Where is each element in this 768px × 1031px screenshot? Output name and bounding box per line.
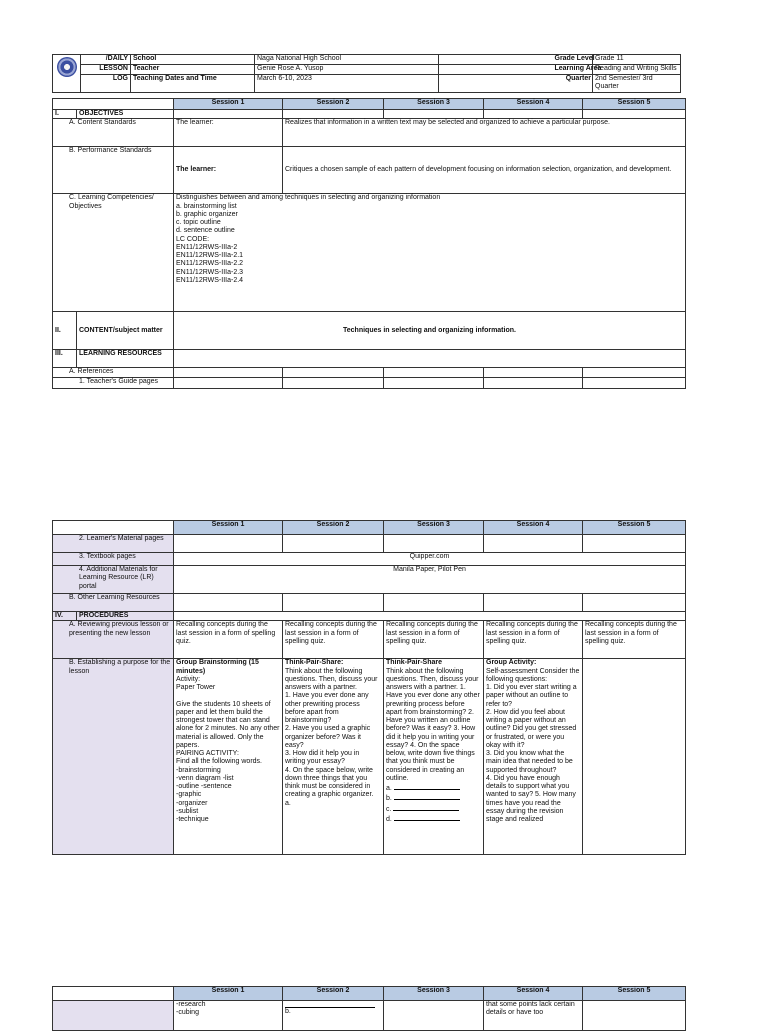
session-1-header: Session 1 xyxy=(174,99,283,110)
p3-session-2 xyxy=(283,1001,384,1031)
other-resources-label: B. Other Learning Resources xyxy=(53,594,174,612)
session-4-header: Session 4 xyxy=(484,99,583,110)
purpose-s3-body: Think about the following questions. Then, discuss your answers with a partner. 1. Have you ever done any other prewriting process before apart from brainstorming? 2. Have you written an outline before? Was it easy? 3. How did it help you in writing your essay? 4. On the space below, write down five things that you think must be considered in creating an outline. xyxy=(386,667,480,782)
content-standards-learner: The learner: xyxy=(174,119,283,147)
objectives-heading: OBJECTIVES xyxy=(77,110,174,119)
dates-value: March 6-10, 2023 xyxy=(255,75,439,93)
purpose-session-1 xyxy=(174,659,283,855)
purpose-s3-b: b. xyxy=(386,795,392,803)
purpose-session-3 xyxy=(384,659,484,855)
grade-label: Grade Level xyxy=(553,55,593,65)
p3-session-2-b: b. xyxy=(285,1008,291,1015)
session-2-header: Session 2 xyxy=(283,99,384,110)
p2-session-2-header: Session 2 xyxy=(283,521,384,535)
quarter-label: Quarter xyxy=(553,75,593,93)
learners-material-label: 2. Learner's Material pages xyxy=(53,535,174,553)
p3-session-4-header: Session 4 xyxy=(484,987,583,1001)
teacher-label: Teacher xyxy=(131,65,255,75)
p3-session-2-header: Session 2 xyxy=(283,987,384,1001)
purpose-session-5 xyxy=(583,659,686,855)
review-session-1: Recalling concepts during the last session in a form of spelling quiz. xyxy=(174,621,283,659)
purpose-s4-title: Group Activity: xyxy=(486,659,537,667)
additional-materials-label: 4. Additional Materials for Learning Resource (LR) portal xyxy=(53,566,174,594)
purpose-s2-title: Think-Pair-Share: xyxy=(285,659,344,667)
additional-materials-value: Manila Paper, Pilot Pen xyxy=(174,566,686,594)
p3-session-5 xyxy=(583,1001,686,1031)
purpose-session-4 xyxy=(484,659,583,855)
dates-label: Teaching Dates and Time xyxy=(131,75,255,93)
p3-session-3 xyxy=(384,1001,484,1031)
learning-competencies-text: Distinguishes between and among techniques in selecting and organizing information a. brainstorming list b. graphic organizer c. topic outline d. sentence outline LC CODE: EN11/12RWS-IIIa-2 EN11/12RWS-IIIa-2.1 EN11/12RWS-IIIa-2.2 EN11/12RWS-IIIa-2.3 EN11/12RWS-IIIa-2.4 xyxy=(174,194,686,312)
school-label: School xyxy=(131,55,255,65)
procedures-table xyxy=(52,520,686,855)
p3-session-1: -research -cubing xyxy=(174,1001,283,1031)
p3-session-1-header: Session 1 xyxy=(174,987,283,1001)
performance-standards-learner: The learner: xyxy=(174,147,283,194)
p3-session-4: that some points lack certain details or have too xyxy=(484,1001,583,1031)
textbook-pages-label: 3. Textbook pages xyxy=(53,553,174,566)
procedures-num: IV. xyxy=(53,612,77,621)
continuation-table xyxy=(52,986,686,1031)
procedures-heading: PROCEDURES xyxy=(77,612,174,621)
purpose-s2-body: Think about the following questions. Then, discuss your answers with a partner. 1. Have you ever done any other prewriting process before apart from brainstorming? 2. Have you used a graphic organizer before? Was it easy? 3. How did it help you in writing your essay? 4. On the space below, write down three things that you think must be considered in creating a graphic organizer. a. xyxy=(285,667,378,807)
content-text: Techniques in selecting and organizing information. xyxy=(174,312,686,350)
objectives-num: I. xyxy=(53,110,77,119)
deped-seal-icon xyxy=(57,57,77,77)
teachers-guide-label: 1. Teacher's Guide pages xyxy=(53,377,174,388)
quarter-value: 2nd Semester/ 3rd Quarter xyxy=(593,75,681,93)
performance-standards-label: B. Performance Standards xyxy=(53,147,174,194)
p2-session-4-header: Session 4 xyxy=(484,521,583,535)
textbook-pages-value: Quipper.com xyxy=(174,553,686,566)
dll-title-1: /DAILY xyxy=(81,55,131,65)
session-5-header: Session 5 xyxy=(583,99,686,110)
resources-num: III. xyxy=(53,350,77,368)
purpose-s3-title: Think-Pair-Share xyxy=(386,659,443,667)
references-label: A. References xyxy=(53,368,174,377)
review-session-3: Recalling concepts during the last session in a form of spelling quiz. xyxy=(384,621,484,659)
purpose-s3-d: d. xyxy=(386,815,392,823)
dll-header xyxy=(52,54,681,93)
area-value: Reading and Writing Skills xyxy=(593,65,681,75)
teacher-value: Genie Rose A. Yusop xyxy=(255,65,439,75)
p3-session-5-header: Session 5 xyxy=(583,987,686,1001)
purpose-s1-body: Activity: Paper Tower Give the students 10 sheets of paper and let them build the strongest tower that can stand alone for 2 minutes. No any other material is allowed. Only the papers. PAIRING ACTIVITY: Find all the following words. -brainstorming -venn diagram -list -outline -sentence -graphic -organizer -sublist -technique xyxy=(176,675,280,823)
content-standards-label: A. Content Standards xyxy=(53,119,174,147)
content-standards-text: Realizes that information in a written text may be selected and organized to achieve a particular purpose. xyxy=(283,119,686,147)
dll-title-2: LESSON xyxy=(81,65,131,75)
p2-session-5-header: Session 5 xyxy=(583,521,686,535)
p3-label-cell xyxy=(53,1001,174,1031)
grade-value: Grade 11 xyxy=(593,55,681,65)
objectives-table xyxy=(52,98,686,389)
review-lesson-label: A. Reviewing previous lesson or presenting the new lesson xyxy=(53,621,174,659)
deped-seal xyxy=(53,55,81,93)
session-3-header: Session 3 xyxy=(384,99,484,110)
purpose-s4-body: Self-assessment Consider the following questions: 1. Did you ever start writing a paper without an outline to refer to? 2. How did you feel about writing a paper without an outline? Did you get stressed or frustrated, or were you okay with it? 3. Did you know what the main idea that needed to be supported throughout? 4. Did you have enough details to support what you wanted to say? 5. How many times have you read the essay during the revision stage and realized xyxy=(486,667,580,823)
p3-session-3-header: Session 3 xyxy=(384,987,484,1001)
p2-session-3-header: Session 3 xyxy=(384,521,484,535)
p2-session-1-header: Session 1 xyxy=(174,521,283,535)
content-num: II. xyxy=(53,312,77,350)
review-session-4: Recalling concepts during the last session in a form of spelling quiz. xyxy=(484,621,583,659)
performance-standards-text: Critiques a chosen sample of each pattern of development focusing on information selection, organization, and development. xyxy=(283,147,686,194)
review-session-2: Recalling concepts during the last session in a form of spelling quiz. xyxy=(283,621,384,659)
purpose-label: B. Establishing a purpose for the lesson xyxy=(53,659,174,855)
school-value: Naga National High School xyxy=(255,55,439,65)
resources-label: LEARNING RESOURCES xyxy=(77,350,174,368)
content-label: CONTENT/subject matter xyxy=(77,312,174,350)
purpose-s1-title: Group Brainstorming (15 minutes) xyxy=(176,659,259,675)
learning-competencies-label: C. Learning Competencies/ Objectives xyxy=(53,194,174,312)
purpose-session-2 xyxy=(283,659,384,855)
dll-title-3: LOG xyxy=(81,75,131,93)
area-label: Learning Area xyxy=(553,65,593,75)
purpose-s3-c: c. xyxy=(386,805,392,813)
purpose-s3-a: a. xyxy=(386,785,392,792)
review-session-5: Recalling concepts during the last session in a form of spelling quiz. xyxy=(583,621,686,659)
